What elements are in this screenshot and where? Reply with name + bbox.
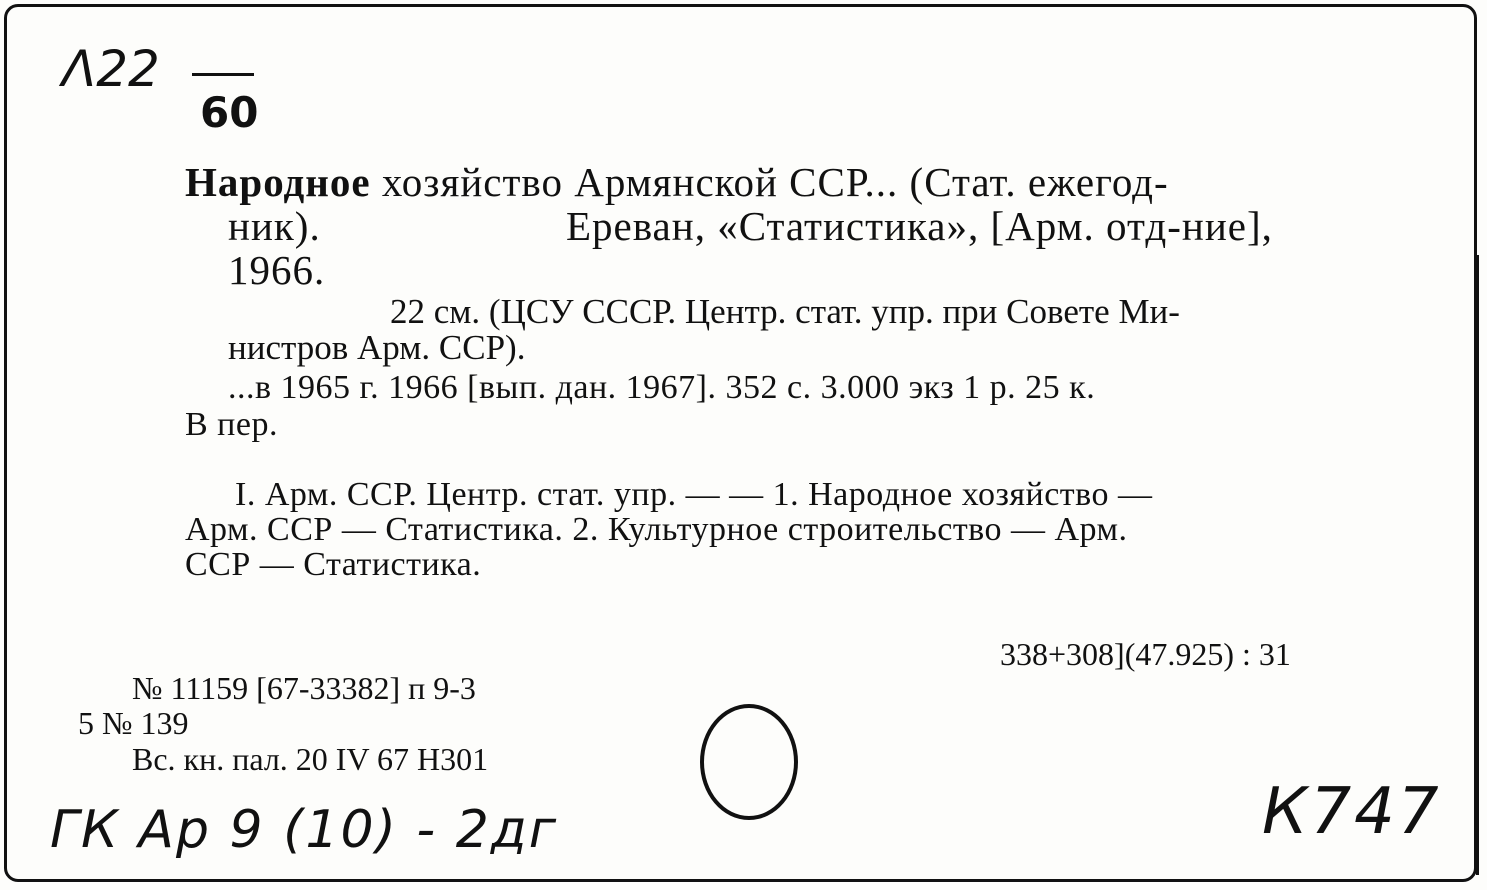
- footer-copy-line: 5 № 139: [78, 705, 189, 741]
- classification-code: 338+308](47.925) : 31: [1000, 636, 1291, 672]
- handwritten-bottom-right: К747: [1262, 775, 1442, 849]
- entry-publisher-line: [228, 202, 1346, 250]
- subject-line-2: Арм. ССР — Статистика. 2. Культурное строительство — Арм.: [185, 511, 1128, 548]
- entry-publisher: Ереван, «Статистика», [Арм. отд-ние],: [566, 203, 1273, 249]
- footer-chamber-line: Вс. кн. пал. 20 IV 67 Н301: [132, 741, 489, 777]
- entry-title-rest: хозяйство Армянской ССР... (Стат. ежегод-: [381, 159, 1169, 205]
- entry-issue-line: ...в 1965 г. 1966 [вып. дан. 1967]. 352 с. 3.000 экз 1 р. 25 к.: [228, 369, 1096, 406]
- subject-line-1: I. Арм. ССР. Центр. стат. упр. — — 1. Народное хозяйство —: [235, 476, 1153, 513]
- entry-size-line2: нистров Арм. ССР).: [228, 328, 526, 367]
- subject-line-3: ССР — Статистика.: [185, 546, 482, 583]
- entry-size-line: 22 см. (ЦСУ СССР. Центр. стат. упр. при Совете Ми-: [390, 292, 1180, 331]
- card-edge: [1476, 255, 1479, 875]
- footer-number-line: № 11159 [67-33382] п 9-3: [132, 670, 476, 706]
- handwritten-fraction: 60: [200, 88, 259, 137]
- entry-title-bold: Народное: [185, 159, 371, 205]
- circle-mark: [700, 704, 798, 820]
- entry-binding: В пер.: [185, 406, 278, 443]
- fraction-line: [192, 73, 254, 76]
- entry-year: 1966.: [228, 247, 326, 293]
- entry-line2-left: ник).: [228, 203, 321, 249]
- entry-title-line: [185, 158, 1345, 206]
- handwritten-call-number: Λ22: [62, 40, 160, 98]
- handwritten-bottom-left: ГК Ар 9 (10) - 2дг: [50, 800, 559, 860]
